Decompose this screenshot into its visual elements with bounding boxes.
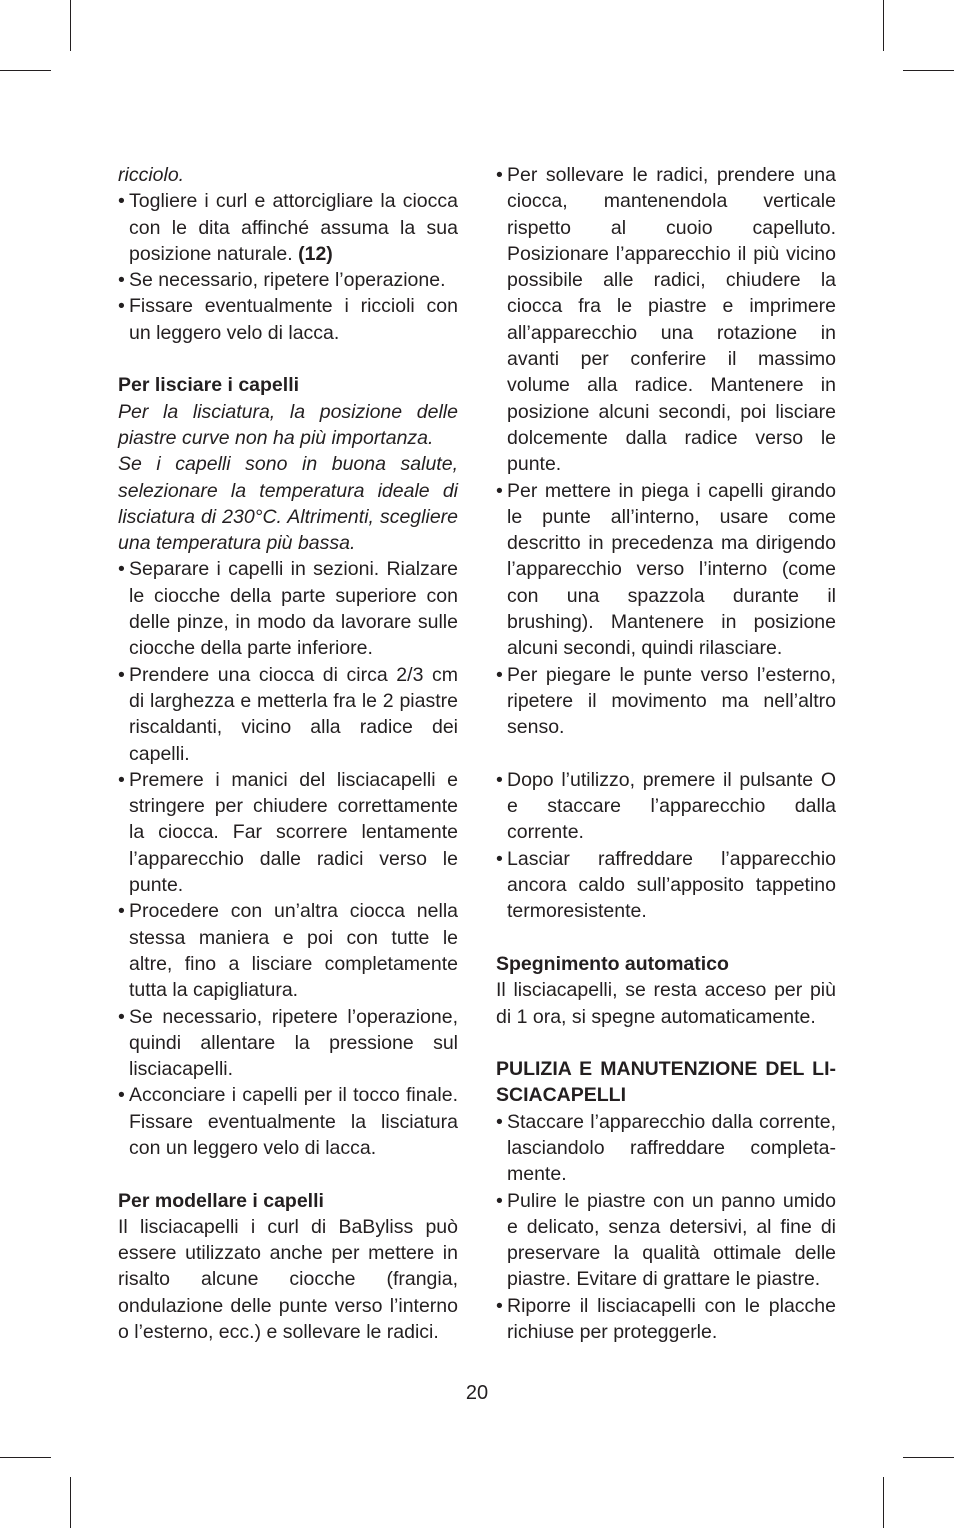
list-item: • Pulire le piastre con un panno umido e delicato, senza detersivi, al fine di preservare la qualità ottimale delle piastre. Evitare di grattare le piastre.	[496, 1188, 836, 1293]
intro-text: ricciolo.	[118, 164, 185, 186]
section-heading-style: Per modellare i capelli	[118, 1189, 324, 1212]
auto-off-paragraph: Il lisciacapelli, se resta acceso per più di 1 ora, si spegne automaticamente.	[496, 979, 836, 1028]
crop-mark-top-right-vertical	[883, 0, 884, 51]
left-column	[118, 162, 458, 1345]
section-heading-auto-off: Spegnimento automatico	[496, 952, 729, 975]
right-column	[496, 162, 836, 1345]
list-item: • Se necessario, ripetere l’operazione.	[118, 267, 458, 293]
list-item: • Per piegare le punte verso l’esterno, ripetere il movimento ma nell’altro senso.	[496, 662, 836, 741]
list-item: • Fissare eventualmente i riccioli con un leggero velo di lacca.	[118, 293, 458, 346]
figure-reference: (12)	[298, 242, 333, 265]
crop-mark-bottom-left-vertical	[70, 1477, 71, 1528]
list-item: • Staccare l’apparecchio dalla corrente, lasciandolo raffreddare completa-mente.	[496, 1109, 836, 1188]
list-item: • Premere i manici del lisciacapelli e stringere per chiudere correttamente la ciocca. Far scorrere lentamente l’apparecchio dalle radici verso le punte.	[118, 767, 458, 898]
list-item: • Prendere una ciocca di circa 2/3 cm di larghezza e metterla fra le 2 piastre riscaldanti, vicino alla radice dei capelli.	[118, 662, 458, 767]
crop-mark-top-left-vertical	[70, 0, 71, 51]
spacer	[118, 346, 458, 372]
style-paragraph: Il lisciacapelli i curl di BaByliss può essere utilizzato anche per mettere in risalto alcune ciocche (frangia, ondulazione delle punte verso l’interno o l’esterno, ecc.) e sollevare le radici.	[118, 1215, 458, 1344]
spacer	[496, 741, 836, 767]
list-item: • Per sollevare le radici, prendere una ciocca, mantenendola verticale rispetto al cuoio capelluto. Posizionare l’apparecchio il più vicino possibile alle radici, chiudere la ciocca fra le piastre e imprimere all’apparecchio una rotazione in avanti per conferire il massimo volume alla radice. Mantenere in posizione alcuni secondi, poi lisciare dolcemente dalla radice verso le punte.	[496, 162, 836, 478]
crop-mark-top-left-horizontal	[0, 70, 51, 71]
list-item: • Separare i capelli in sezioni. Rialzare le ciocche della parte superiore con delle pinze, in modo da lavorare sulle ciocche della parte inferiore.	[118, 556, 458, 661]
crop-mark-bottom-right-horizontal	[903, 1457, 954, 1458]
list-item: • Riporre il lisciacapelli con le placche richiuse per proteggerle.	[496, 1293, 836, 1346]
list-item: • Per mettere in piega i capelli girando le punte all’interno, usare come descritto in precedenza ma dirigendo l’apparecchio verso l’interno (come con una spazzola durante il brushing). Mantenere in posizione alcuni secondi, quindi rilasciare.	[496, 478, 836, 662]
section-heading-smooth: Per lisciare i capelli	[118, 374, 300, 397]
list-item: • Lasciar raffreddare l’apparecchio ancora caldo sull’apposito tappetino termoresistente.	[496, 846, 836, 925]
list-item: • Procedere con un’altra ciocca nella stessa maniera e poi con tutte le altre, fino a lisciare completamente tutta la capigliatura.	[118, 898, 458, 1003]
list-item: • Se necessario, ripetere l’operazione, quindi allentare la pressione sul lisciacapelli.	[118, 1004, 458, 1083]
spacer	[496, 925, 836, 951]
smooth-note-2: Se i capelli sono in buona salute, selezionare la temperatura ideale di lisciatura di 230°C. Altrimenti, scegliere una temperatura più bassa.	[118, 453, 458, 555]
crop-mark-bottom-right-vertical	[883, 1477, 884, 1528]
spacer	[118, 1161, 458, 1187]
list-item: • Acconciare i capelli per il tocco finale. Fissare eventualmente la lisciatura con un leggero velo di lacca.	[118, 1082, 458, 1161]
smooth-note-1: Per la lisciatura, la posizione delle piastre curve non ha più importanza.	[118, 400, 458, 449]
list-item	[118, 188, 458, 267]
spacer	[496, 1030, 836, 1056]
list-item: • Dopo l’utilizzo, premere il pulsante O e staccare l’apparecchio dalla corrente.	[496, 767, 836, 846]
list-item-text: Togliere i curl e attorcigliare la ciocca con le dita affinché assuma la sua posizione naturale.	[129, 190, 458, 265]
page-number: 20	[465, 1382, 489, 1404]
crop-mark-top-right-horizontal	[903, 70, 954, 71]
section-heading-cleaning: PULIZIA E MANUTENZIONE DEL LI-SCIACAPELLI	[496, 1058, 836, 1107]
crop-mark-bottom-left-horizontal	[0, 1457, 51, 1458]
